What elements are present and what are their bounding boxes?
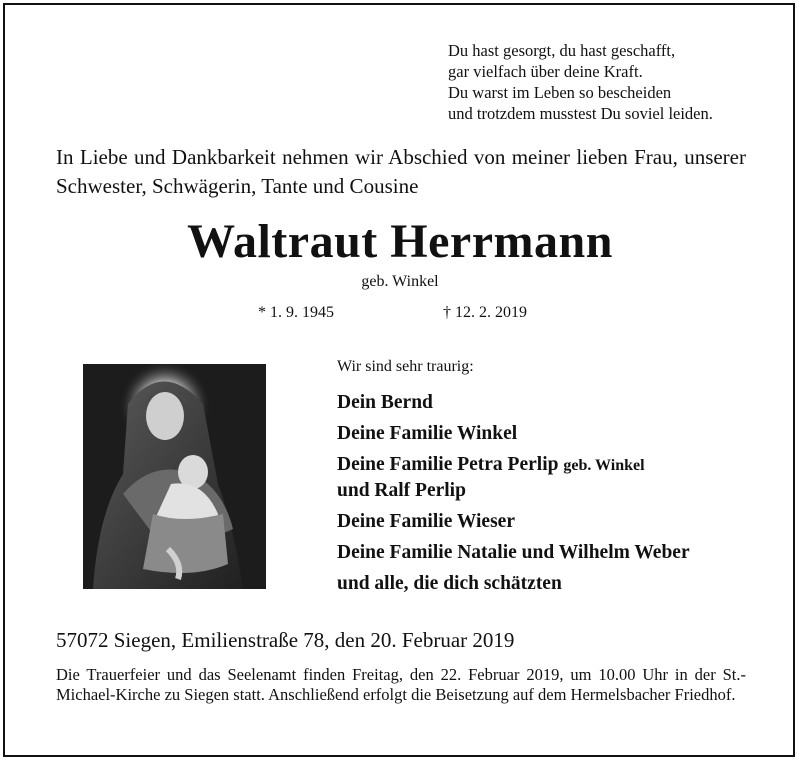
mourner-maiden-note: geb. Winkel bbox=[563, 457, 645, 474]
mourners-block bbox=[337, 358, 690, 602]
service-details: Die Trauerfeier und das Seelenamt finden Freitag, den 22. Februar 2019, um 10.00 Uhr in der St.-Michael-Kirche zu Siegen statt. Anschließend erfolgt die Beisetzung auf dem Hermelsbacher Friedhof. bbox=[56, 665, 746, 704]
death-date: † 12. 2. 2019 bbox=[443, 304, 527, 321]
address-line: 57072 Siegen, Emilienstraße 78, den 20. Februar 2019 bbox=[56, 628, 515, 652]
mourner-name: Deine Familie Petra Perlip bbox=[337, 454, 559, 475]
poem-line: gar vielfach über deine Kraft. bbox=[448, 62, 643, 81]
intro-text: In Liebe und Dankbarkeit nehmen wir Abschied von meiner lieben Frau, unserer Schwester, Schwägerin, Tante und Cousine bbox=[56, 145, 746, 198]
mourners-lead: Wir sind sehr traurig: bbox=[337, 358, 474, 375]
poem-line: und trotzdem musstest Du soviel leiden. bbox=[448, 104, 713, 123]
mourner-entry: Dein Bernd bbox=[337, 392, 433, 413]
madonna-and-child-icon bbox=[83, 364, 266, 589]
poem-line: Du warst im Leben so bescheiden bbox=[448, 83, 672, 102]
birth-date: * 1. 9. 1945 bbox=[258, 304, 334, 321]
mourner-entry bbox=[337, 452, 690, 478]
mourner-entry: Deine Familie Wieser bbox=[337, 511, 515, 532]
mourner-entry: Deine Familie Natalie und Wilhelm Weber bbox=[337, 542, 690, 563]
mourner-entry: und alle, die dich schätzten bbox=[337, 573, 562, 594]
deceased-name: Waltraut Herrmann bbox=[187, 215, 613, 268]
maiden-name: geb. Winkel bbox=[361, 273, 439, 290]
mourner-entry: Deine Familie Winkel bbox=[337, 423, 518, 444]
mourner-entry-continuation: und Ralf Perlip bbox=[337, 480, 466, 501]
poem-line: Du hast gesorgt, du hast geschafft, bbox=[448, 41, 676, 60]
poem bbox=[448, 40, 713, 124]
